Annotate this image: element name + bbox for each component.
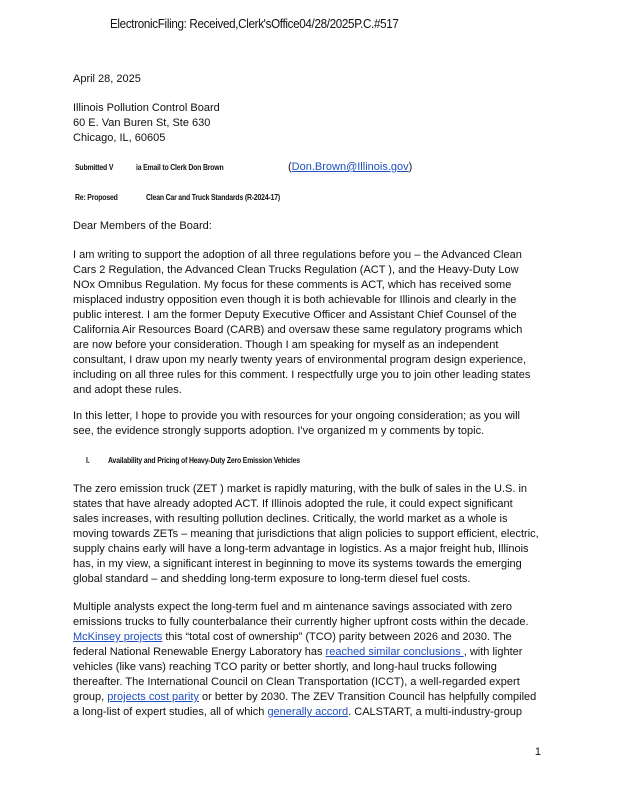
- icct-link[interactable]: projects cost parity: [107, 691, 199, 703]
- paragraph-3: [73, 482, 543, 587]
- text-line: Cars 2 Regulation, the Advanced Clean Trucks Regulation (ACT ), and the Heavy-Duty Low: [73, 264, 519, 276]
- text-line: I am writing to support the adoption of all three regulations before you – the Advanced Clean: [73, 249, 522, 261]
- letter-date: April 28, 2025: [73, 73, 141, 85]
- text-segment: or better by 2030. The ZEV Transition Council has helpfully compiled: [198, 691, 537, 703]
- zev-council-link[interactable]: generally accord: [267, 706, 349, 718]
- text-line: has, in my view, a significant interest in beginning to move its systems towards the emerging: [73, 558, 522, 570]
- email-link[interactable]: Don.Brown@Illinois.gov: [291, 161, 409, 173]
- text-line: thereafter. The International Council on Clean Transportation (ICCT), a well-regarded expert: [73, 676, 520, 688]
- text-line: supply chains early will have a long-term advantage in logistics. As a major freight hub, Illinois: [73, 543, 529, 555]
- text-line: [73, 690, 543, 705]
- text-segment: , with lighter: [463, 646, 523, 658]
- text-line: and adopt these rules.: [73, 384, 182, 396]
- text-segment: a long-list of expert studies, all of which: [73, 706, 268, 718]
- submitted-label-b: ia Email to Clerk Don Brown: [136, 163, 224, 172]
- mckinsey-link[interactable]: McKinsey projects: [73, 631, 163, 643]
- text-line: misplaced industry opposition even though it is both achievable for Illinois and clearly in the: [73, 294, 517, 306]
- re-label-b: Clean Car and Truck Standards (R-2024-17): [146, 193, 281, 202]
- paren-open: (: [288, 161, 292, 173]
- text-line: sales increases, with resulting pollution declines. Critically, the world market as a whole is: [73, 513, 508, 525]
- re-label-a: Re: Proposed: [75, 193, 118, 202]
- text-line: global standard – and shedding long-term exposure to long-term diesel fuel costs.: [73, 573, 471, 585]
- page-number: 1: [534, 746, 541, 758]
- text-segment: federal National Renewable Energy Laboratory has: [73, 646, 326, 658]
- paragraph-2: [73, 409, 543, 439]
- text-line: California Air Resources Board (CARB) and oversaw these same regulatory programs which: [73, 324, 523, 336]
- text-segment: group,: [73, 691, 108, 703]
- text-line: consultant, I draw upon my nearly twenty years of environmental program design experience,: [73, 354, 527, 366]
- text-line: [73, 705, 543, 720]
- submitted-label-a: Submitted V: [75, 163, 114, 172]
- address-line-3: Chicago, IL, 60605: [73, 132, 166, 144]
- text-line: vehicles (like vans) reaching TCO parity or better shortly, and long-haul trucks following: [73, 661, 497, 673]
- text-line: Multiple analysts expect the long-term fuel and m aintenance savings associated with zero: [73, 601, 513, 613]
- filing-header: ElectronicFiling: Received,Clerk'sOffice04/28/2025P.C.#517: [110, 17, 399, 31]
- paren-close: ): [408, 161, 413, 173]
- text-line: states that have already adopted ACT. If Illinois adopted the rule, it could expect significant: [73, 498, 513, 510]
- salutation: Dear Members of the Board:: [73, 220, 212, 232]
- text-line: The zero emission truck (ZET ) market is rapidly maturing, with the bulk of sales in the U.S. in: [73, 483, 528, 495]
- text-line: including on all three rules for this comment. I respectfully urge you to join other leading states: [73, 369, 531, 381]
- section-number: I.: [86, 456, 90, 465]
- paragraph-1: [73, 248, 543, 398]
- text-line: moving towards ZETs – meaning that jurisdictions that align policies to support efficient, electric,: [73, 528, 539, 540]
- text-line: NOx Omnibus Regulation. My focus for these comments is ACT, which has received some: [73, 279, 512, 291]
- paragraph-4: [73, 600, 543, 720]
- text-line: see, the evidence strongly supports adoption. I've organized m y comments by topic.: [73, 425, 485, 437]
- text-segment: this “total cost of ownership” (TCO) parity between 2026 and 2030. The: [162, 631, 512, 643]
- text-line: public interest. I am the former Deputy Executive Officer and Assistant Chief Counsel of the: [73, 309, 517, 321]
- text-line: In this letter, I hope to provide you with resources for your ongoing consideration; as you will: [73, 410, 520, 422]
- text-line: emissions trucks to fully counterbalance their currently higher upfront costs within the decade.: [73, 616, 529, 628]
- email-line: [288, 160, 412, 175]
- address-line-2: 60 E. Van Buren St, Ste 630: [73, 117, 211, 129]
- nrel-link[interactable]: reached similar conclusions: [325, 646, 464, 658]
- section-title: Availability and Pricing of Heavy-Duty Zero Emission Vehicles: [108, 456, 300, 465]
- text-line: [73, 645, 543, 660]
- text-line: [73, 630, 543, 645]
- text-line: are now before your consideration. Though I am speaking for myself as an independent: [73, 339, 499, 351]
- text-segment: . CALSTART, a multi-industry-group: [348, 706, 522, 718]
- address-line-1: Illinois Pollution Control Board: [73, 102, 220, 114]
